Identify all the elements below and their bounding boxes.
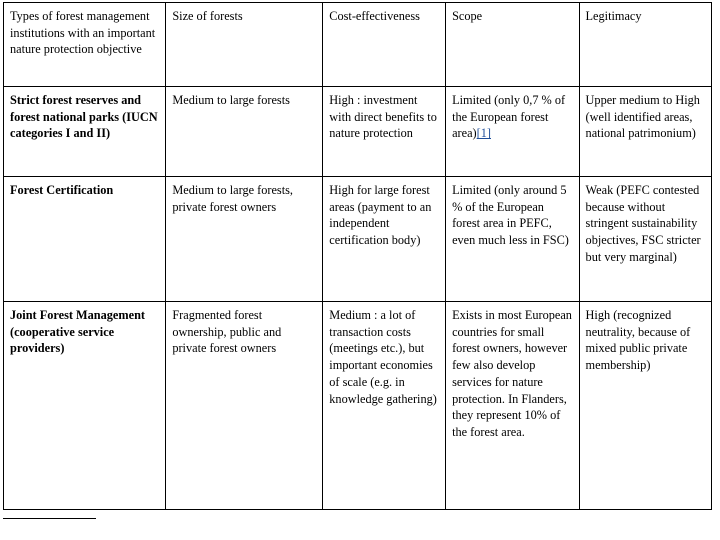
row-heading-certification: Forest Certification [4, 177, 166, 302]
header-cell-cost: Cost-effectiveness [323, 3, 446, 87]
footnote-separator [3, 518, 96, 519]
header-cell-scope: Scope [446, 3, 579, 87]
row-heading-joint-management: Joint Forest Management (cooperative service providers) [4, 302, 166, 510]
table-cell-cost: High for large forest areas (payment to an independent certification body) [323, 177, 446, 302]
forest-institutions-table [3, 2, 712, 510]
header-cell-types: Types of forest management institutions with an important nature protection objective [4, 3, 166, 87]
table-cell-size: Medium to large forests, private forest owners [166, 177, 323, 302]
table-cell-legitimacy: Weak (PEFC contested because without stringent sustainability objectives, FSC stricter but very marginal) [579, 177, 711, 302]
header-cell-size: Size of forests [166, 3, 323, 87]
table-cell-legitimacy: High (recognized neutrality, because of mixed public private membership) [579, 302, 711, 510]
table-cell-size: Medium to large forests [166, 87, 323, 177]
table-header-row [4, 3, 712, 87]
table-cell-cost: Medium : a lot of transaction costs (meetings etc.), but important economies of scale (e.g. in knowledge gathering) [323, 302, 446, 510]
scope-text: Limited (only 0,7 % of the European forest area) [452, 93, 566, 141]
table-row [4, 177, 712, 302]
table-cell-legitimacy: Upper medium to High (well identified areas, national patrimonium) [579, 87, 711, 177]
header-cell-legitimacy: Legitimacy [579, 3, 711, 87]
row-heading-strict-reserves: Strict forest reserves and forest national parks (IUCN categories I and II) [4, 87, 166, 177]
table-row [4, 302, 712, 510]
table-cell-size: Fragmented forest ownership, public and private forest owners [166, 302, 323, 510]
table-cell-cost: High : investment with direct benefits to nature protection [323, 87, 446, 177]
table-row [4, 87, 712, 177]
table-cell-scope: Limited (only around 5 % of the European forest area in PEFC, even much less in FSC) [446, 177, 579, 302]
table-cell-scope [446, 87, 579, 177]
table-cell-scope: Exists in most European countries for small forest owners, however few also develop services for nature protection. In Flanders, they represent 10% of the forest area. [446, 302, 579, 510]
footnote-link[interactable]: [1] [476, 126, 491, 141]
